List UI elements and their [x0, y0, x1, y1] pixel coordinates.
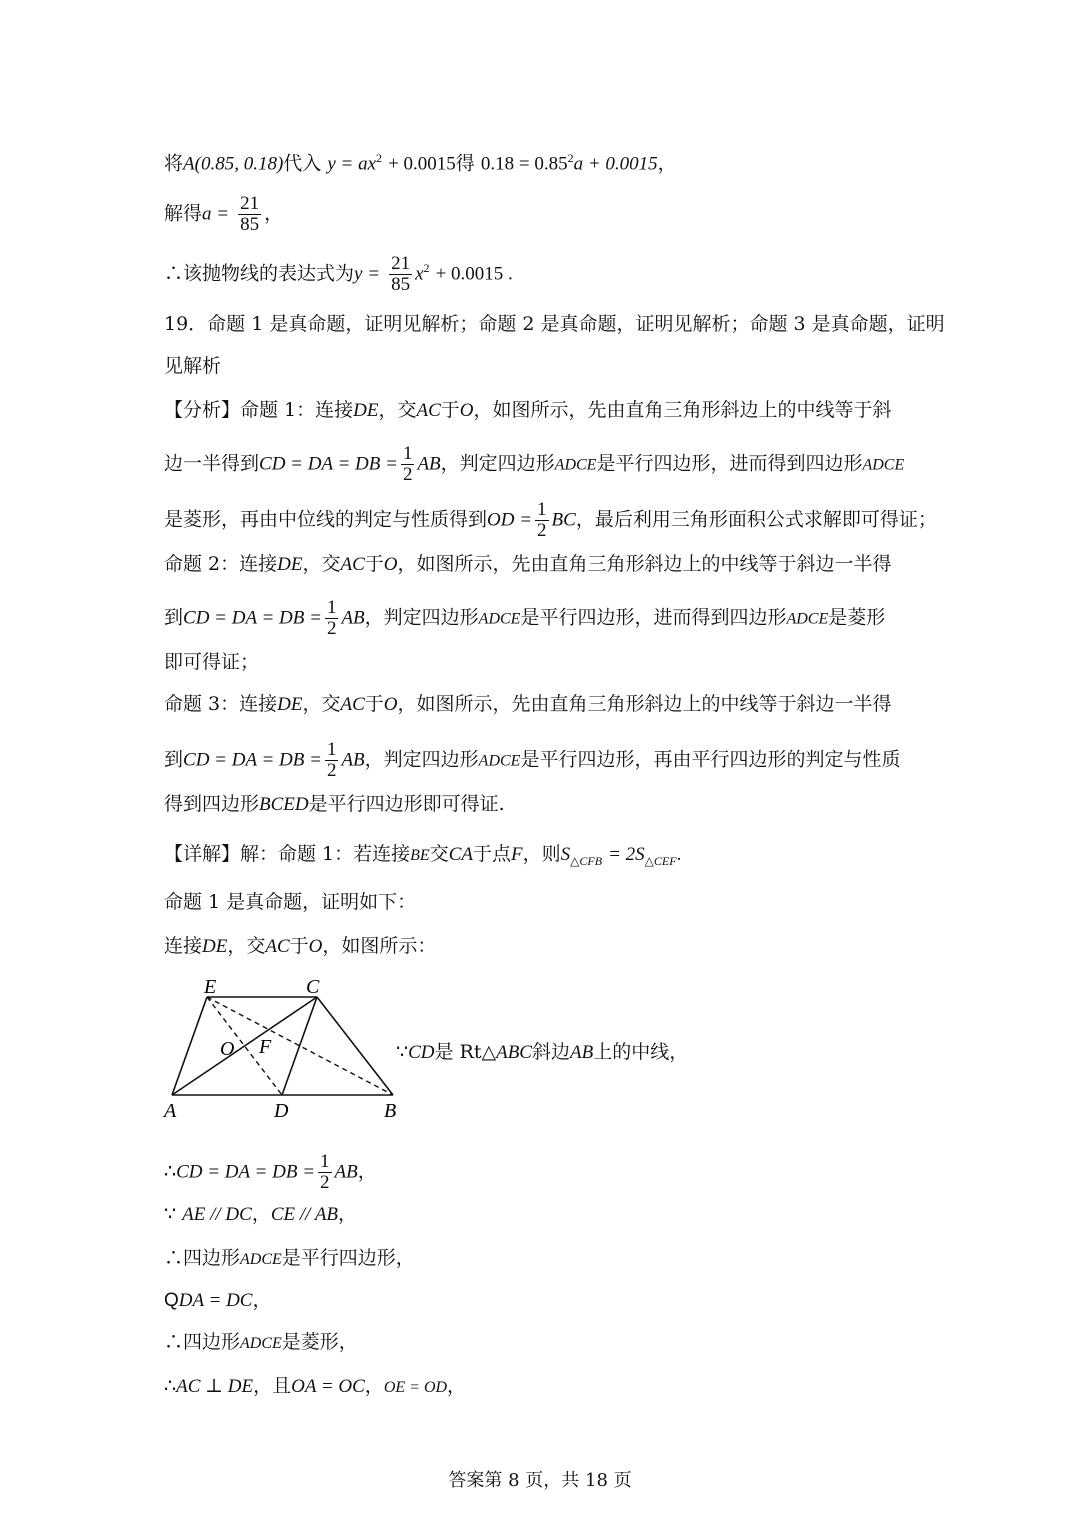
math: O	[459, 400, 474, 421]
text: ∵	[164, 1203, 177, 1225]
line-analysis-7	[164, 692, 892, 717]
math: ADCE	[786, 610, 829, 628]
math: O	[383, 554, 398, 575]
text: 是平行四边形，进而得到四边形	[520, 606, 787, 629]
math: DE	[202, 936, 228, 957]
text: ，如图所示，先由直角三角形斜边上的中线等于斜边一半得	[397, 693, 892, 715]
line-analysis-5	[164, 598, 885, 639]
math: CD	[408, 1042, 435, 1063]
text: ∴四边形	[164, 1247, 241, 1269]
math: ADCE	[862, 456, 905, 474]
math: CA	[448, 844, 473, 865]
text: ∴该抛物线的表达式为	[164, 262, 355, 285]
text: ，	[364, 1375, 384, 1397]
math: DA = DC	[178, 1290, 253, 1311]
quadrilateral-diagram	[160, 975, 410, 1125]
segment-CD	[282, 997, 317, 1095]
numerator: 21	[391, 253, 411, 274]
math: O	[308, 936, 323, 957]
line-analysis-3	[164, 500, 937, 541]
numerator: 1	[537, 499, 547, 520]
math: AB	[417, 453, 441, 475]
math: CD = DA = DB =	[259, 453, 398, 475]
text: 命题 3：连接	[164, 693, 278, 715]
text: 于	[440, 399, 460, 421]
line-analysis-1	[164, 398, 892, 423]
text: ，	[657, 152, 677, 175]
text: ，交	[378, 399, 417, 421]
math: A(0.85, 0.18)	[183, 153, 284, 175]
math: CD = DA = DB =	[183, 749, 322, 771]
line-detail-1	[164, 842, 681, 873]
geometry-figure	[160, 975, 410, 1130]
text: ，交	[302, 693, 341, 715]
text: 交	[429, 843, 449, 865]
fraction-half	[318, 1152, 332, 1193]
text: 即可得证；	[164, 651, 260, 673]
math: CD = DA = DB =	[176, 1161, 316, 1183]
math: ADCE	[478, 752, 521, 770]
line-detail-8	[164, 1288, 272, 1313]
math: AC	[416, 400, 441, 421]
line-detail-10	[164, 1374, 466, 1400]
text: ，	[252, 1289, 272, 1311]
math: AC	[340, 694, 365, 715]
text: ，判定四边形	[364, 748, 479, 771]
text: 将	[164, 152, 184, 175]
denominator: 2	[326, 760, 337, 781]
text: 是菱形，	[281, 1331, 358, 1353]
math: x	[415, 263, 424, 285]
fraction-half	[325, 598, 339, 639]
text: 代入	[283, 152, 322, 175]
label-B: B	[384, 1100, 397, 1122]
line-solve-a	[164, 194, 283, 235]
text: 是 Rt△	[434, 1041, 497, 1063]
math: AC ⊥ DE	[176, 1376, 254, 1397]
math: BCED	[259, 794, 309, 815]
line-expression	[164, 254, 513, 295]
numerator: 1	[320, 1151, 330, 1172]
text: 解得	[164, 202, 203, 225]
text: ∵	[396, 1041, 409, 1063]
denominator: 85	[240, 214, 260, 235]
math: a + 0.0015	[573, 153, 658, 175]
text: ，	[338, 1203, 358, 1225]
fraction-half	[401, 444, 415, 485]
segment-EA	[172, 997, 207, 1095]
math: ADCE	[478, 610, 521, 628]
label-D: D	[274, 1100, 289, 1122]
math: 0.18 = 0.85	[480, 153, 568, 175]
text: ，最后利用三角形面积公式求解即可得证；	[575, 508, 937, 531]
math: S	[560, 844, 571, 865]
fraction	[238, 194, 261, 235]
line-detail-3	[164, 934, 436, 959]
line-analysis-6	[164, 650, 259, 674]
math: ADCE	[240, 1251, 282, 1268]
line-detail-9	[164, 1330, 358, 1356]
text: 命题 2：连接	[164, 553, 278, 575]
text: ，	[264, 202, 284, 225]
text: 命题 1 是真命题，证明如下：	[164, 891, 417, 913]
text: 于	[364, 693, 384, 715]
text: 到	[164, 606, 184, 629]
numerator: 1	[326, 597, 337, 618]
line-19-answer-cont	[164, 354, 221, 378]
math: AB	[341, 607, 365, 629]
numerator: 1	[402, 443, 413, 464]
text: ，如图所示：	[322, 935, 437, 957]
math: O	[383, 694, 398, 715]
text: 是平行四边形即可得证.	[308, 793, 505, 815]
math: CE // AB	[270, 1204, 339, 1225]
numerator: 1	[326, 739, 337, 760]
math: OA = OC	[291, 1376, 365, 1397]
text: ∴	[164, 1375, 177, 1397]
fraction	[389, 254, 412, 295]
text: 见解析	[164, 355, 222, 377]
math: ABC	[496, 1042, 532, 1063]
line-substitute	[164, 146, 677, 176]
text: 【详解】解：命题 1：若连接	[164, 843, 411, 865]
exponent: 2	[376, 151, 383, 165]
text: ∴四边形	[164, 1331, 241, 1353]
line-detail-5	[164, 1152, 377, 1193]
text: 得到四边形	[164, 793, 260, 815]
math: ADCE	[554, 456, 597, 474]
math: ADCE	[240, 1335, 282, 1352]
line-analysis-9	[164, 792, 505, 817]
line-detail-7	[164, 1246, 415, 1272]
denominator: 85	[391, 274, 411, 295]
denominator: 2	[320, 1172, 330, 1193]
math: AC	[265, 936, 290, 957]
math: y =	[354, 263, 381, 285]
math: DE	[277, 554, 303, 575]
subscript: △CFB	[570, 853, 603, 868]
math: + 0.0015 .	[435, 263, 513, 285]
math: + 0.0015	[388, 153, 456, 175]
math: CD = DA = DB =	[183, 607, 322, 629]
label-F: F	[259, 1036, 272, 1058]
math: DE	[277, 694, 303, 715]
text: 是菱形	[828, 606, 886, 629]
segment-CB	[317, 997, 393, 1095]
exponent: 2	[567, 151, 574, 165]
denominator: 2	[402, 464, 413, 485]
text: 得	[455, 152, 475, 175]
segment-AC	[172, 997, 317, 1095]
math: F	[511, 844, 523, 865]
math: AB	[334, 1161, 358, 1183]
text: ，则	[522, 843, 561, 865]
text: 边一半得到	[164, 452, 260, 475]
math: a =	[202, 203, 230, 225]
denominator: 2	[326, 618, 337, 639]
math: DE	[353, 400, 379, 421]
text: ，且	[253, 1375, 292, 1397]
denominator: 2	[537, 520, 547, 541]
math: = 2S	[608, 844, 645, 865]
text: ，	[357, 1160, 377, 1183]
math: BC	[551, 509, 576, 531]
text: 到	[164, 748, 184, 771]
text: 19．命题 1 是真命题，证明见解析；命题 2 是真命题，证明见解析；命题 3 是真命题，证明	[164, 313, 945, 335]
text: 是菱形，再由中位线的判定与性质得到	[164, 508, 488, 531]
text: 于	[289, 935, 309, 957]
exponent: 2	[423, 261, 430, 276]
fraction-half	[325, 740, 339, 781]
text: 连接	[164, 935, 203, 957]
text: 上的中线，	[593, 1041, 689, 1063]
label-O: O	[220, 1038, 235, 1060]
math: OE = OD	[383, 1379, 448, 1396]
line-analysis-2	[164, 444, 904, 485]
math: OD =	[487, 509, 533, 531]
label-E: E	[204, 976, 217, 998]
text: 【分析】命题 1：连接	[164, 399, 354, 421]
line-analysis-8	[164, 740, 900, 781]
subscript: △CEF	[644, 853, 677, 868]
line-detail-2	[164, 890, 416, 914]
page-footer: 答案第 8 页，共 18 页	[448, 1470, 632, 1491]
numerator: 21	[240, 193, 260, 214]
line-detail-4	[396, 1040, 688, 1065]
text: 于点	[472, 843, 511, 865]
text: ，	[251, 1203, 271, 1225]
text: ，交	[227, 935, 266, 957]
math: AE // DC	[182, 1204, 252, 1225]
math: y = ax	[327, 153, 377, 175]
text: ，如图所示，先由直角三角形斜边上的中线等于斜	[473, 399, 892, 421]
text: 斜边	[531, 1041, 570, 1063]
label-A: A	[164, 1100, 177, 1122]
text: 于	[364, 553, 384, 575]
line-analysis-4	[164, 552, 892, 577]
text: Q	[164, 1290, 179, 1311]
text: ，判定四边形	[364, 606, 479, 629]
math: AB	[341, 749, 365, 771]
label-C: C	[306, 976, 320, 998]
line-19-answer	[164, 312, 945, 336]
text: ，如图所示，先由直角三角形斜边上的中线等于斜边一半得	[397, 553, 892, 575]
text: ∴	[164, 1160, 177, 1183]
text: ，判定四边形	[440, 452, 555, 475]
text: ，	[447, 1375, 467, 1397]
math: BE	[410, 847, 430, 864]
text: 是平行四边形，再由平行四边形的判定与性质	[520, 748, 901, 771]
text: ，交	[302, 553, 341, 575]
line-detail-6	[164, 1202, 357, 1227]
text: 是平行四边形，进而得到四边形	[596, 452, 863, 475]
math: AB	[570, 1042, 594, 1063]
fraction-half	[535, 500, 549, 541]
text: .	[676, 844, 682, 865]
math: AC	[340, 554, 365, 575]
text: 是平行四边形，	[281, 1247, 415, 1269]
